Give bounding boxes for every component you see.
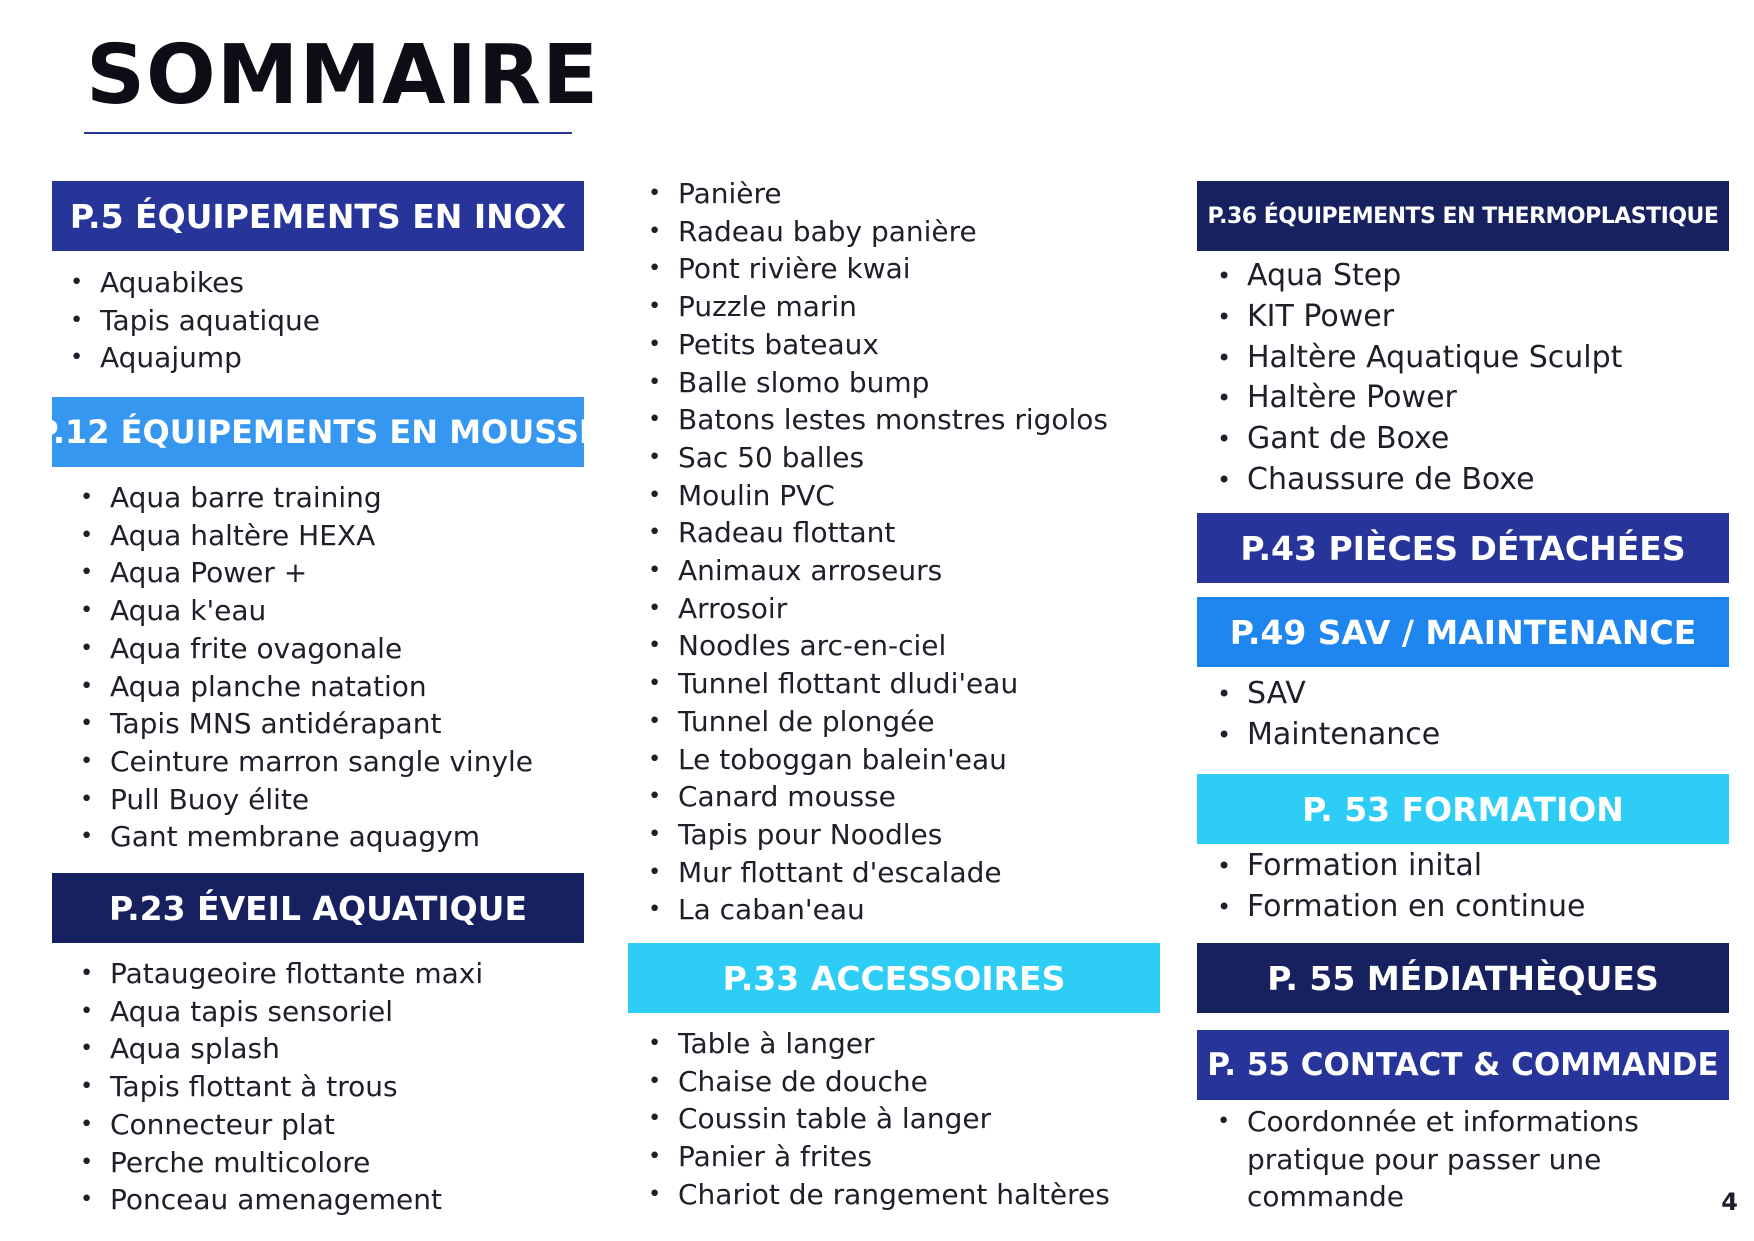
list-item[interactable]: • Pataugeoire flottante maxi [80,955,483,993]
thermoplastique-list [1217,256,1622,501]
list-item[interactable]: • Balle slomo bump [648,364,1108,402]
section-header-contact[interactable] [1197,1030,1729,1100]
section-header-label: P.49 SAV / MAINTENANCE [1229,612,1697,652]
list-item[interactable]: • Chariot de rangement haltères [648,1176,1110,1214]
page-title: SOMMAIRE [86,28,600,123]
list-item[interactable]: • Tunnel de plongée [648,703,1108,741]
section-header-label: P. 53 FORMATION [1302,789,1624,829]
list-item[interactable]: • Aqua splash [80,1030,483,1068]
list-item[interactable]: • Petits bateaux [648,326,1108,364]
list-item[interactable]: • Canard mousse [648,778,1108,816]
list-item[interactable]: • Noodles arc-en-ciel [648,627,1108,665]
section-header-label: P.12 ÉQUIPEMENTS EN MOUSSE [35,413,601,451]
list-item[interactable]: • Gant de Boxe [1217,419,1622,460]
list-item[interactable]: • Formation inital [1217,846,1585,887]
list-item[interactable]: • Arrosoir [648,590,1108,628]
list-item[interactable]: • Sac 50 balles [648,439,1108,477]
list-item[interactable]: • Moulin PVC [648,477,1108,515]
section-header-mediatheques[interactable] [1197,943,1729,1013]
accessoires-list [648,1025,1110,1214]
eveil-continued-list [648,175,1108,929]
list-item[interactable]: • Tapis MNS antidérapant [80,705,533,743]
list-item[interactable]: • Perche multicolore [80,1144,483,1182]
list-item[interactable]: • Formation en continue [1217,887,1585,928]
list-item[interactable]: • Tapis flottant à trous [80,1068,483,1106]
section-header-mousse[interactable] [35,397,601,467]
inox-list [70,264,320,377]
list-item[interactable]: • Coordonnée et informations pratique pour passer une commande [1217,1103,1647,1216]
list-item[interactable]: • Puzzle marin [648,288,1108,326]
section-header-label: P. 55 CONTACT & COMMANDE [1207,1047,1719,1083]
section-header-eveil[interactable] [52,873,584,943]
eveil-list [80,955,483,1219]
list-item[interactable]: • Aquajump [70,339,320,377]
section-header-formation[interactable] [1197,774,1729,844]
list-item[interactable]: • Pont rivière kwai [648,250,1108,288]
section-header-thermoplastique[interactable] [1197,181,1729,251]
list-item[interactable]: • SAV [1217,674,1440,715]
page-number: 4 [1721,1188,1738,1216]
section-header-accessoires[interactable] [628,943,1160,1013]
list-item[interactable]: • Tapis pour Noodles [648,816,1108,854]
list-item[interactable]: • Batons lestes monstres rigolos [648,401,1108,439]
list-item[interactable]: • Animaux arroseurs [648,552,1108,590]
list-item[interactable]: • Maintenance [1217,715,1440,756]
list-item[interactable]: • Panier à frites [648,1138,1110,1176]
section-header-label: P.43 PIÈCES DÉTACHÉES [1240,528,1686,568]
section-header-label: P.5 ÉQUIPEMENTS EN INOX [69,196,567,236]
list-item[interactable]: • Radeau flottant [648,514,1108,552]
formation-list [1217,846,1585,928]
title-underline [84,132,572,134]
section-header-label: P.23 ÉVEIL AQUATIQUE [108,888,528,928]
list-item[interactable]: • Aqua haltère HEXA [80,517,533,555]
list-item[interactable]: • Connecteur plat [80,1106,483,1144]
list-item[interactable]: • Le toboggan balein'eau [648,741,1108,779]
list-item[interactable]: • Aqua Step [1217,256,1622,297]
list-item[interactable]: • Aqua k'eau [80,592,533,630]
list-item[interactable]: • Gant membrane aquagym [80,818,533,856]
section-header-label: P. 55 MÉDIATHÈQUES [1267,958,1659,998]
list-item[interactable]: • Mur flottant d'escalade [648,854,1108,892]
section-header-sav[interactable] [1197,597,1729,667]
list-item[interactable]: • Radeau baby panière [648,213,1108,251]
list-item[interactable]: • Table à langer [648,1025,1110,1063]
list-item[interactable]: • Aqua planche natation [80,668,533,706]
list-item[interactable]: • Aqua frite ovagonale [80,630,533,668]
list-item[interactable]: • Panière [648,175,1108,213]
section-header-label: P.36 ÉQUIPEMENTS EN THERMOPLASTIQUE [1207,203,1719,229]
list-item[interactable]: • Aquabikes [70,264,320,302]
list-item[interactable]: • Chaussure de Boxe [1217,460,1622,501]
list-item[interactable]: • Pull Buoy élite [80,781,533,819]
list-item[interactable]: • Ponceau amenagement [80,1181,483,1219]
section-header-label: P.33 ACCESSOIRES [722,958,1066,998]
list-item[interactable]: • Aqua Power + [80,554,533,592]
list-item[interactable]: • Tunnel flottant dludi'eau [648,665,1108,703]
list-item[interactable]: • KIT Power [1217,297,1622,338]
list-item[interactable]: • Ceinture marron sangle vinyle [80,743,533,781]
contact-list [1217,1103,1647,1216]
list-item[interactable]: • Haltère Power [1217,378,1622,419]
list-item[interactable]: • La caban'eau [648,891,1108,929]
section-header-pieces[interactable] [1197,513,1729,583]
mousse-list [80,479,533,856]
section-header-inox[interactable] [52,181,584,251]
list-item[interactable]: • Coussin table à langer [648,1100,1110,1138]
list-item[interactable]: • Haltère Aquatique Sculpt [1217,338,1622,379]
list-item[interactable]: • Tapis aquatique [70,302,320,340]
sav-list [1217,674,1440,756]
list-item[interactable]: • Chaise de douche [648,1063,1110,1101]
list-item[interactable]: • Aqua barre training [80,479,533,517]
list-item[interactable]: • Aqua tapis sensoriel [80,993,483,1031]
